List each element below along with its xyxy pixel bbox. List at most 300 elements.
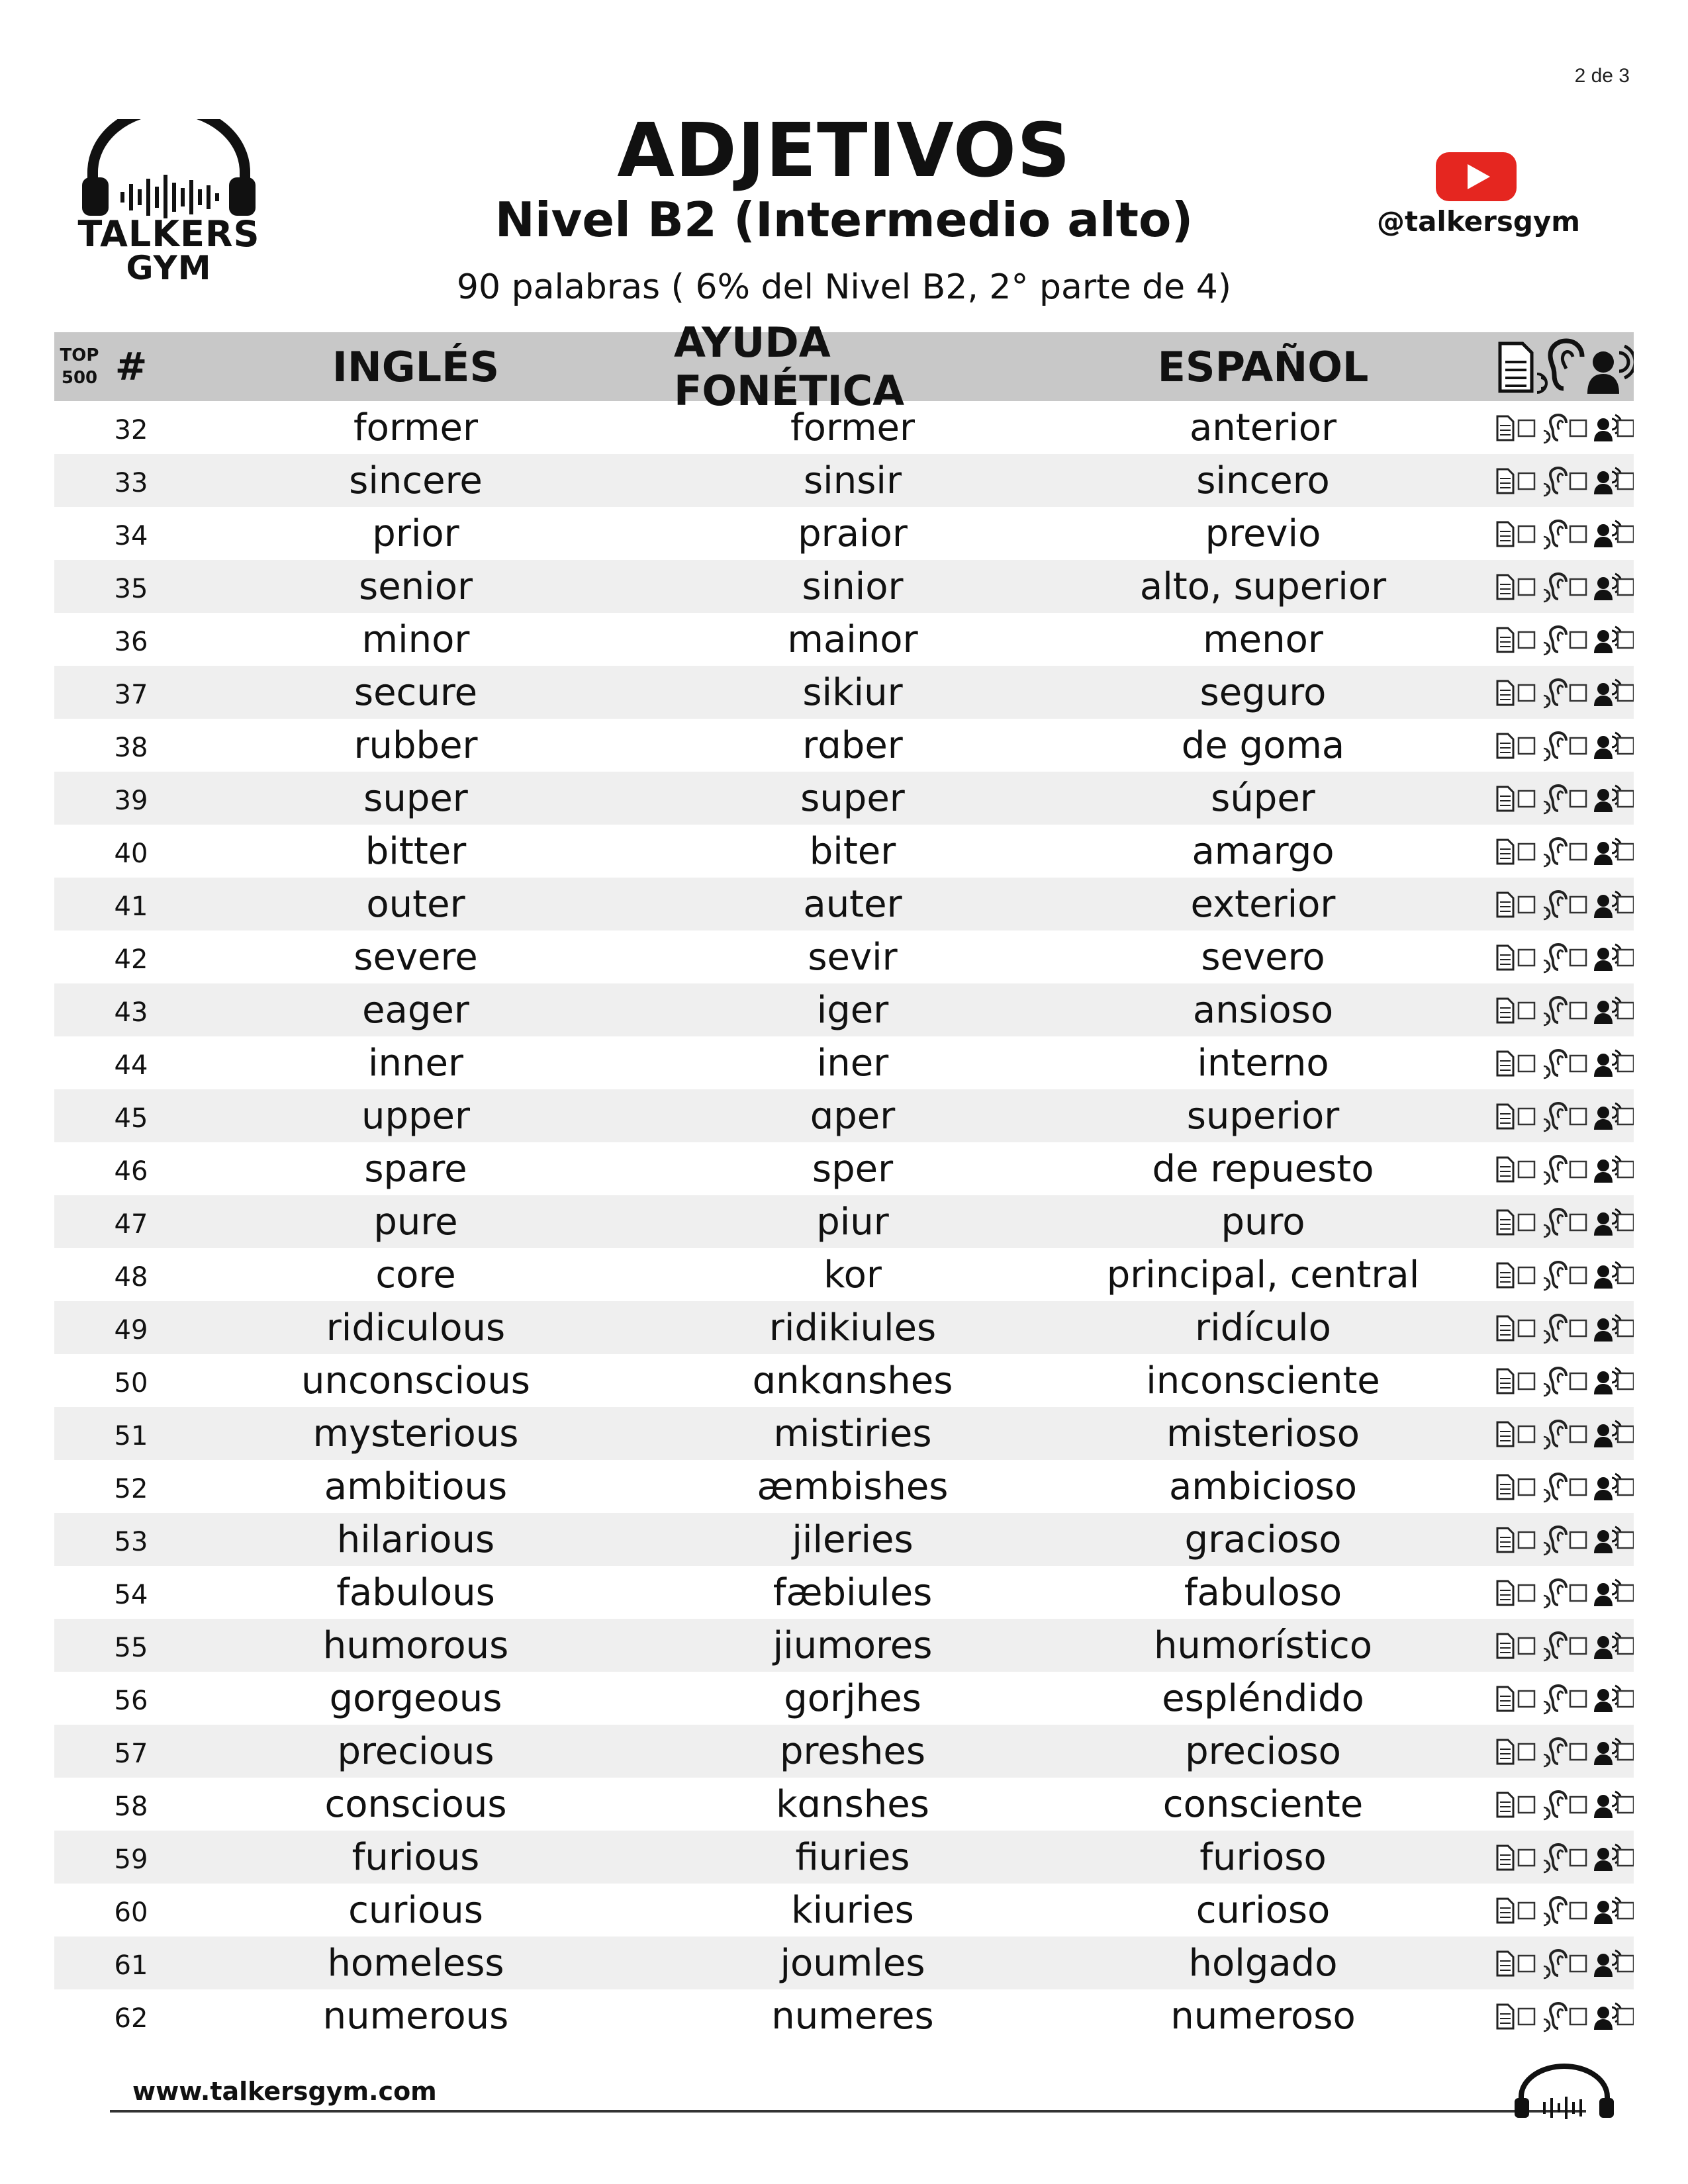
speak-checkbox[interactable] [1618,1797,1634,1813]
listen-checkbox[interactable] [1570,1373,1586,1389]
listen-ear-icon [1544,1844,1566,1872]
document-icon [1497,469,1513,493]
phonetic-hint: former [790,406,915,449]
table-row [54,931,1634,983]
table-row [54,1089,1634,1142]
phonetic-header: AYUDA FONÉTICA [674,318,905,415]
read-checkbox[interactable] [1519,1426,1534,1442]
row-number: 61 [114,1950,148,1981]
read-checkbox[interactable] [1519,2009,1534,2025]
speak-checkbox[interactable] [1618,791,1634,807]
spanish-word: de repuesto [1152,1147,1374,1191]
top-label: TOP [60,345,99,365]
document-icon [1497,734,1513,758]
listen-ear-icon [1544,1368,1566,1396]
row-number: 33 [114,468,148,498]
table-row [54,1778,1634,1831]
table-row [54,1884,1634,1936]
listen-checkbox[interactable] [1570,1532,1586,1548]
listen-ear-icon [1544,733,1566,760]
speak-checkbox[interactable] [1618,1214,1634,1230]
document-icon [1497,1210,1513,1234]
phonetic-hint: preshes [779,1729,926,1773]
listen-checkbox[interactable] [1570,1320,1586,1336]
spanish-word: curioso [1196,1888,1331,1932]
spanish-word: superior [1186,1094,1340,1138]
listen-checkbox[interactable] [1570,897,1586,913]
table-row [54,825,1634,878]
listen-checkbox[interactable] [1570,1638,1586,1654]
english-word: pure [373,1200,458,1244]
row-number: 34 [114,521,148,551]
practice-checklist [1495,931,1634,983]
speak-checkbox[interactable] [1618,1161,1634,1177]
english-word: rubber [353,723,478,767]
read-checkbox[interactable] [1519,1109,1534,1124]
phonetic-hint: sikiur [802,670,903,714]
read-checkbox[interactable] [1519,473,1534,489]
row-number: 43 [114,997,148,1028]
phonetic-hint: sinsir [804,459,902,502]
speak-checkbox[interactable] [1618,1056,1634,1071]
phonetic-hint: iner [816,1041,889,1085]
english-word: homeless [327,1941,504,1985]
phonetic-hint: sper [812,1147,894,1191]
document-icon [1497,416,1513,440]
read-checkbox[interactable] [1519,844,1534,860]
listen-checkbox[interactable] [1570,526,1586,542]
phonetic-hint: super [800,776,905,820]
table-row [54,1672,1634,1725]
page-subtitle: Nivel B2 (Intermedio alto) [494,192,1194,248]
speak-checkbox[interactable] [1618,1426,1634,1442]
english-word: furious [352,1835,480,1879]
spanish-word: menor [1203,617,1323,661]
listen-ear-icon [1544,2003,1566,2031]
speak-checkbox[interactable] [1618,632,1634,648]
headphones-logo-icon [1508,2064,1620,2119]
speak-checkbox[interactable] [1618,1320,1634,1336]
phonetic-hint: praior [798,512,908,555]
phonetic-hint: æmbishes [757,1465,949,1508]
500-label: 500 [61,368,98,388]
read-checkbox[interactable] [1519,579,1534,595]
read-checkbox[interactable] [1519,1003,1534,1019]
listen-checkbox[interactable] [1570,632,1586,648]
table-body [54,401,1634,2042]
listen-checkbox[interactable] [1570,1479,1586,1495]
speak-checkbox[interactable] [1618,526,1634,542]
row-number: 52 [114,1474,148,1504]
spanish-word: ambicioso [1168,1465,1358,1508]
spanish-word: severo [1201,935,1325,979]
phonetic-hint: joumles [780,1941,925,1985]
table-row [54,1407,1634,1460]
read-checkbox[interactable] [1519,1056,1534,1071]
practice-checklist [1495,1195,1634,1248]
table-row [54,1195,1634,1248]
spanish-word: consciente [1162,1782,1364,1826]
spanish-word: sincero [1196,459,1330,502]
practice-checklist [1495,454,1634,507]
english-word: eager [362,988,469,1032]
document-icon [1497,1634,1513,1658]
read-checkbox[interactable] [1519,1691,1534,1707]
listen-ear-icon [1544,1527,1566,1555]
spanish-word: ansioso [1192,988,1334,1032]
phonetic-hint: sevir [808,935,898,979]
practice-checklist [1495,666,1634,719]
read-checkbox[interactable] [1519,1903,1534,1919]
listen-checkbox[interactable] [1570,1161,1586,1177]
row-number: 39 [114,786,148,816]
table-row [54,1619,1634,1672]
listen-checkbox[interactable] [1570,685,1586,701]
speak-checkbox[interactable] [1618,950,1634,966]
listen-ear-icon [1544,1315,1566,1343]
row-number: 44 [114,1050,148,1081]
table-row [54,1725,1634,1778]
spanish-word: espléndido [1162,1676,1364,1720]
row-number: 40 [114,839,148,869]
speak-checkbox[interactable] [1618,1585,1634,1601]
english-word: core [375,1253,456,1297]
document-icon [1497,575,1513,599]
page-description: 90 palabras ( 6% del Nivel B2, 2° parte de 4) [456,267,1232,307]
table-row [54,1142,1634,1195]
speak-checkbox[interactable] [1618,738,1634,754]
read-checkbox[interactable] [1519,1744,1534,1760]
read-checkbox[interactable] [1519,1161,1534,1177]
english-word: inner [367,1041,464,1085]
read-checkbox[interactable] [1519,632,1534,648]
listen-checkbox[interactable] [1570,1956,1586,1972]
english-word: numerous [322,1994,509,2038]
document-icon [1497,1846,1513,1870]
document-icon [1497,1422,1513,1446]
row-number: 62 [114,2003,148,2034]
listen-ear-icon [1544,891,1566,919]
table-row [54,613,1634,666]
listen-ear-icon [1544,627,1566,655]
table-row [54,1036,1634,1089]
listen-checkbox[interactable] [1570,473,1586,489]
practice-checklist [1495,1142,1634,1195]
row-number: 58 [114,1792,148,1822]
document-icon [1497,1158,1513,1181]
listen-ear-icon [1544,1050,1566,1078]
speak-checkbox[interactable] [1618,473,1634,489]
read-checkbox[interactable] [1519,1638,1534,1654]
read-checkbox[interactable] [1519,1320,1534,1336]
listen-checkbox[interactable] [1570,2009,1586,2025]
youtube-handle[interactable]: @talkersgym [1377,205,1581,238]
listen-ear-icon [1537,341,1582,392]
practice-checklist [1495,1725,1634,1778]
spanish-word: gracioso [1184,1518,1342,1561]
listen-ear-icon [1544,1633,1566,1661]
speak-checkbox[interactable] [1618,685,1634,701]
english-word: former [353,406,479,449]
practice-checklist [1495,1936,1634,1989]
listen-ear-icon [1544,997,1566,1025]
table-row [54,1301,1634,1354]
document-icon [1497,893,1513,917]
english-word: super [363,776,468,820]
practice-checklist [1495,507,1634,560]
speak-checkbox[interactable] [1618,1479,1634,1495]
listen-checkbox[interactable] [1570,844,1586,860]
document-icon [1497,1475,1513,1499]
read-checkbox[interactable] [1519,526,1534,542]
footer-url[interactable]: www.talkersgym.com [132,2077,437,2106]
document-icon [1497,1899,1513,1923]
listen-checkbox[interactable] [1570,738,1586,754]
document-icon [1497,1740,1513,1764]
row-number: 46 [114,1156,148,1187]
listen-checkbox[interactable] [1570,1744,1586,1760]
read-checkbox[interactable] [1519,685,1534,701]
read-checkbox[interactable] [1519,1956,1534,1972]
read-checkbox[interactable] [1519,1373,1534,1389]
phonetic-hint: fæbiules [773,1570,933,1614]
listen-ear-icon [1544,1421,1566,1449]
logo-text-line1: TALKERS [77,213,260,255]
document-icon [1497,787,1513,811]
practice-checklist [1495,772,1634,825]
table-row [54,1513,1634,1566]
document-icon [1497,1369,1513,1393]
document-icon [1497,1316,1513,1340]
row-number: 37 [114,680,148,710]
speak-checkbox[interactable] [1618,1903,1634,1919]
speak-checkbox[interactable] [1618,420,1634,436]
phonetic-hint: mistiries [773,1412,932,1455]
practice-checklist [1495,1989,1634,2042]
listen-checkbox[interactable] [1570,420,1586,436]
read-checkbox[interactable] [1519,1797,1534,1813]
row-number: 48 [114,1262,148,1293]
english-word: prior [372,512,459,555]
row-number: 45 [114,1103,148,1134]
logo-text-line2: GYM [126,249,212,287]
spanish-word: inconsciente [1146,1359,1380,1402]
row-number: 41 [114,891,148,922]
phonetic-hint: rɑber [802,723,903,767]
listen-checkbox[interactable] [1570,1691,1586,1707]
document-icon [1497,1687,1513,1711]
spanish-word: súper [1211,776,1315,820]
document-icon [1497,999,1513,1023]
read-checkbox[interactable] [1519,950,1534,966]
english-word: outer [366,882,465,926]
english-word: spare [364,1147,467,1191]
phonetic-hint: gorjhes [784,1676,921,1720]
document-icon [1497,1528,1513,1552]
speak-checkbox[interactable] [1618,1744,1634,1760]
listen-checkbox[interactable] [1570,1109,1586,1124]
phonetic-hint: mainor [787,617,918,661]
row-number: 32 [114,415,148,445]
phonetic-hint: iger [816,988,889,1032]
number-header: # [115,344,148,389]
phonetic-hint: kɑnshes [776,1782,929,1826]
practice-checklist [1495,1354,1634,1407]
table-row [54,401,1634,454]
document-icon [1497,1052,1513,1075]
english-word: minor [361,617,470,661]
row-number: 38 [114,733,148,763]
english-word: gorgeous [329,1676,502,1720]
english-word: precious [337,1729,494,1773]
listen-ear-icon [1544,1897,1566,1925]
read-checkbox[interactable] [1519,1850,1534,1866]
spanish-word: interno [1197,1041,1329,1085]
document-icon [1497,2005,1513,2028]
table-row [54,1989,1634,2042]
listen-checkbox[interactable] [1570,1585,1586,1601]
practice-checklist [1495,983,1634,1036]
listen-ear-icon [1544,839,1566,866]
speak-checkbox[interactable] [1618,1109,1634,1124]
spanish-word: numeroso [1170,1994,1356,2038]
listen-ear-icon [1544,944,1566,972]
listen-checkbox[interactable] [1570,1850,1586,1866]
row-number: 57 [114,1739,148,1769]
listen-checkbox[interactable] [1570,579,1586,595]
phonetic-hint: numeres [771,1994,934,2038]
practice-checklist [1495,1089,1634,1142]
listen-checkbox[interactable] [1570,1426,1586,1442]
phonetic-hint: auter [803,882,902,926]
read-checkbox[interactable] [1519,1532,1534,1548]
speak-checkbox[interactable] [1618,1956,1634,1972]
spanish-word: anterior [1189,406,1337,449]
english-word: curious [348,1888,483,1932]
spanish-word: misterioso [1166,1412,1360,1455]
listen-ear-icon [1544,786,1566,813]
speak-checkbox[interactable] [1618,1373,1634,1389]
row-number: 36 [114,627,148,657]
table-row [54,1460,1634,1513]
practice-checklist [1495,1460,1634,1513]
practice-checklist [1495,1248,1634,1301]
listen-ear-icon [1544,1474,1566,1502]
table-row [54,666,1634,719]
page-title: ADJETIVOS [617,108,1071,194]
phonetic-hint: ɑper [810,1094,896,1138]
listen-checkbox[interactable] [1570,791,1586,807]
document-icon [1500,343,1532,391]
page-number: 2 de 3 [1574,65,1630,87]
listen-checkbox[interactable] [1570,1797,1586,1813]
document-icon [1497,1581,1513,1605]
spanish-word: ridículo [1195,1306,1331,1349]
table-header [54,318,1634,415]
phonetic-hint: sinior [802,565,904,608]
phonetic-hint: jileries [792,1518,914,1561]
read-checkbox[interactable] [1519,1585,1534,1601]
speak-checkbox[interactable] [1618,579,1634,595]
listen-checkbox[interactable] [1570,950,1586,966]
read-checkbox[interactable] [1519,1267,1534,1283]
listen-ear-icon [1544,1156,1566,1184]
phonetic-hint: kiuries [791,1888,914,1932]
phonetic-hint: piur [816,1200,889,1244]
speak-checkbox[interactable] [1618,844,1634,860]
table-row [54,560,1634,613]
speak-checkbox[interactable] [1618,1638,1634,1654]
english-word: ambitious [324,1465,508,1508]
speak-checkbox[interactable] [1618,897,1634,913]
practice-checklist [1495,1301,1634,1354]
read-checkbox[interactable] [1519,1214,1534,1230]
spanish-word: humorístico [1153,1623,1373,1667]
listen-checkbox[interactable] [1570,1214,1586,1230]
listen-checkbox[interactable] [1570,1267,1586,1283]
speak-checkbox[interactable] [1618,1532,1634,1548]
listen-ear-icon [1544,1686,1566,1713]
row-number: 53 [114,1527,148,1557]
table-row [54,772,1634,825]
spanish-header: ESPAÑOL [1157,342,1369,391]
table-row [54,719,1634,772]
english-header: INGLÉS [332,342,500,391]
listen-ear-icon [1544,1739,1566,1766]
speaker-voice-icon [1587,346,1634,394]
practice-checklist [1495,401,1634,454]
read-checkbox[interactable] [1519,738,1534,754]
read-checkbox[interactable] [1519,1479,1534,1495]
practice-checklist [1495,1407,1634,1460]
row-number: 47 [114,1209,148,1240]
speak-checkbox[interactable] [1618,1850,1634,1866]
listen-ear-icon [1544,1580,1566,1608]
english-word: bitter [365,829,467,873]
read-checkbox[interactable] [1519,420,1534,436]
practice-checklist [1495,878,1634,931]
youtube-play-icon [1434,151,1518,203]
youtube-badge[interactable] [1377,151,1581,257]
english-word: severe [353,935,478,979]
read-checkbox[interactable] [1519,897,1534,913]
english-word: unconscious [301,1359,530,1402]
listen-checkbox[interactable] [1570,1003,1586,1019]
listen-checkbox[interactable] [1570,1056,1586,1071]
table-row [54,1831,1634,1884]
listen-checkbox[interactable] [1570,1903,1586,1919]
table-row [54,983,1634,1036]
table-row [54,878,1634,931]
row-number: 35 [114,574,148,604]
phonetic-hint: ridikiules [769,1306,937,1349]
read-checkbox[interactable] [1519,791,1534,807]
phonetic-hint: biter [809,829,896,873]
speak-checkbox[interactable] [1618,1691,1634,1707]
spanish-word: exterior [1190,882,1336,926]
spanish-word: fabuloso [1184,1570,1342,1614]
document-icon [1497,1952,1513,1976]
practice-checklist [1495,1036,1634,1089]
row-number: 55 [114,1633,148,1663]
row-number: 42 [114,944,148,975]
spanish-word: seguro [1199,670,1327,714]
speak-checkbox[interactable] [1618,2009,1634,2025]
speak-checkbox[interactable] [1618,1267,1634,1283]
speak-checkbox[interactable] [1618,1003,1634,1019]
english-word: conscious [324,1782,507,1826]
spanish-word: furioso [1199,1835,1327,1879]
